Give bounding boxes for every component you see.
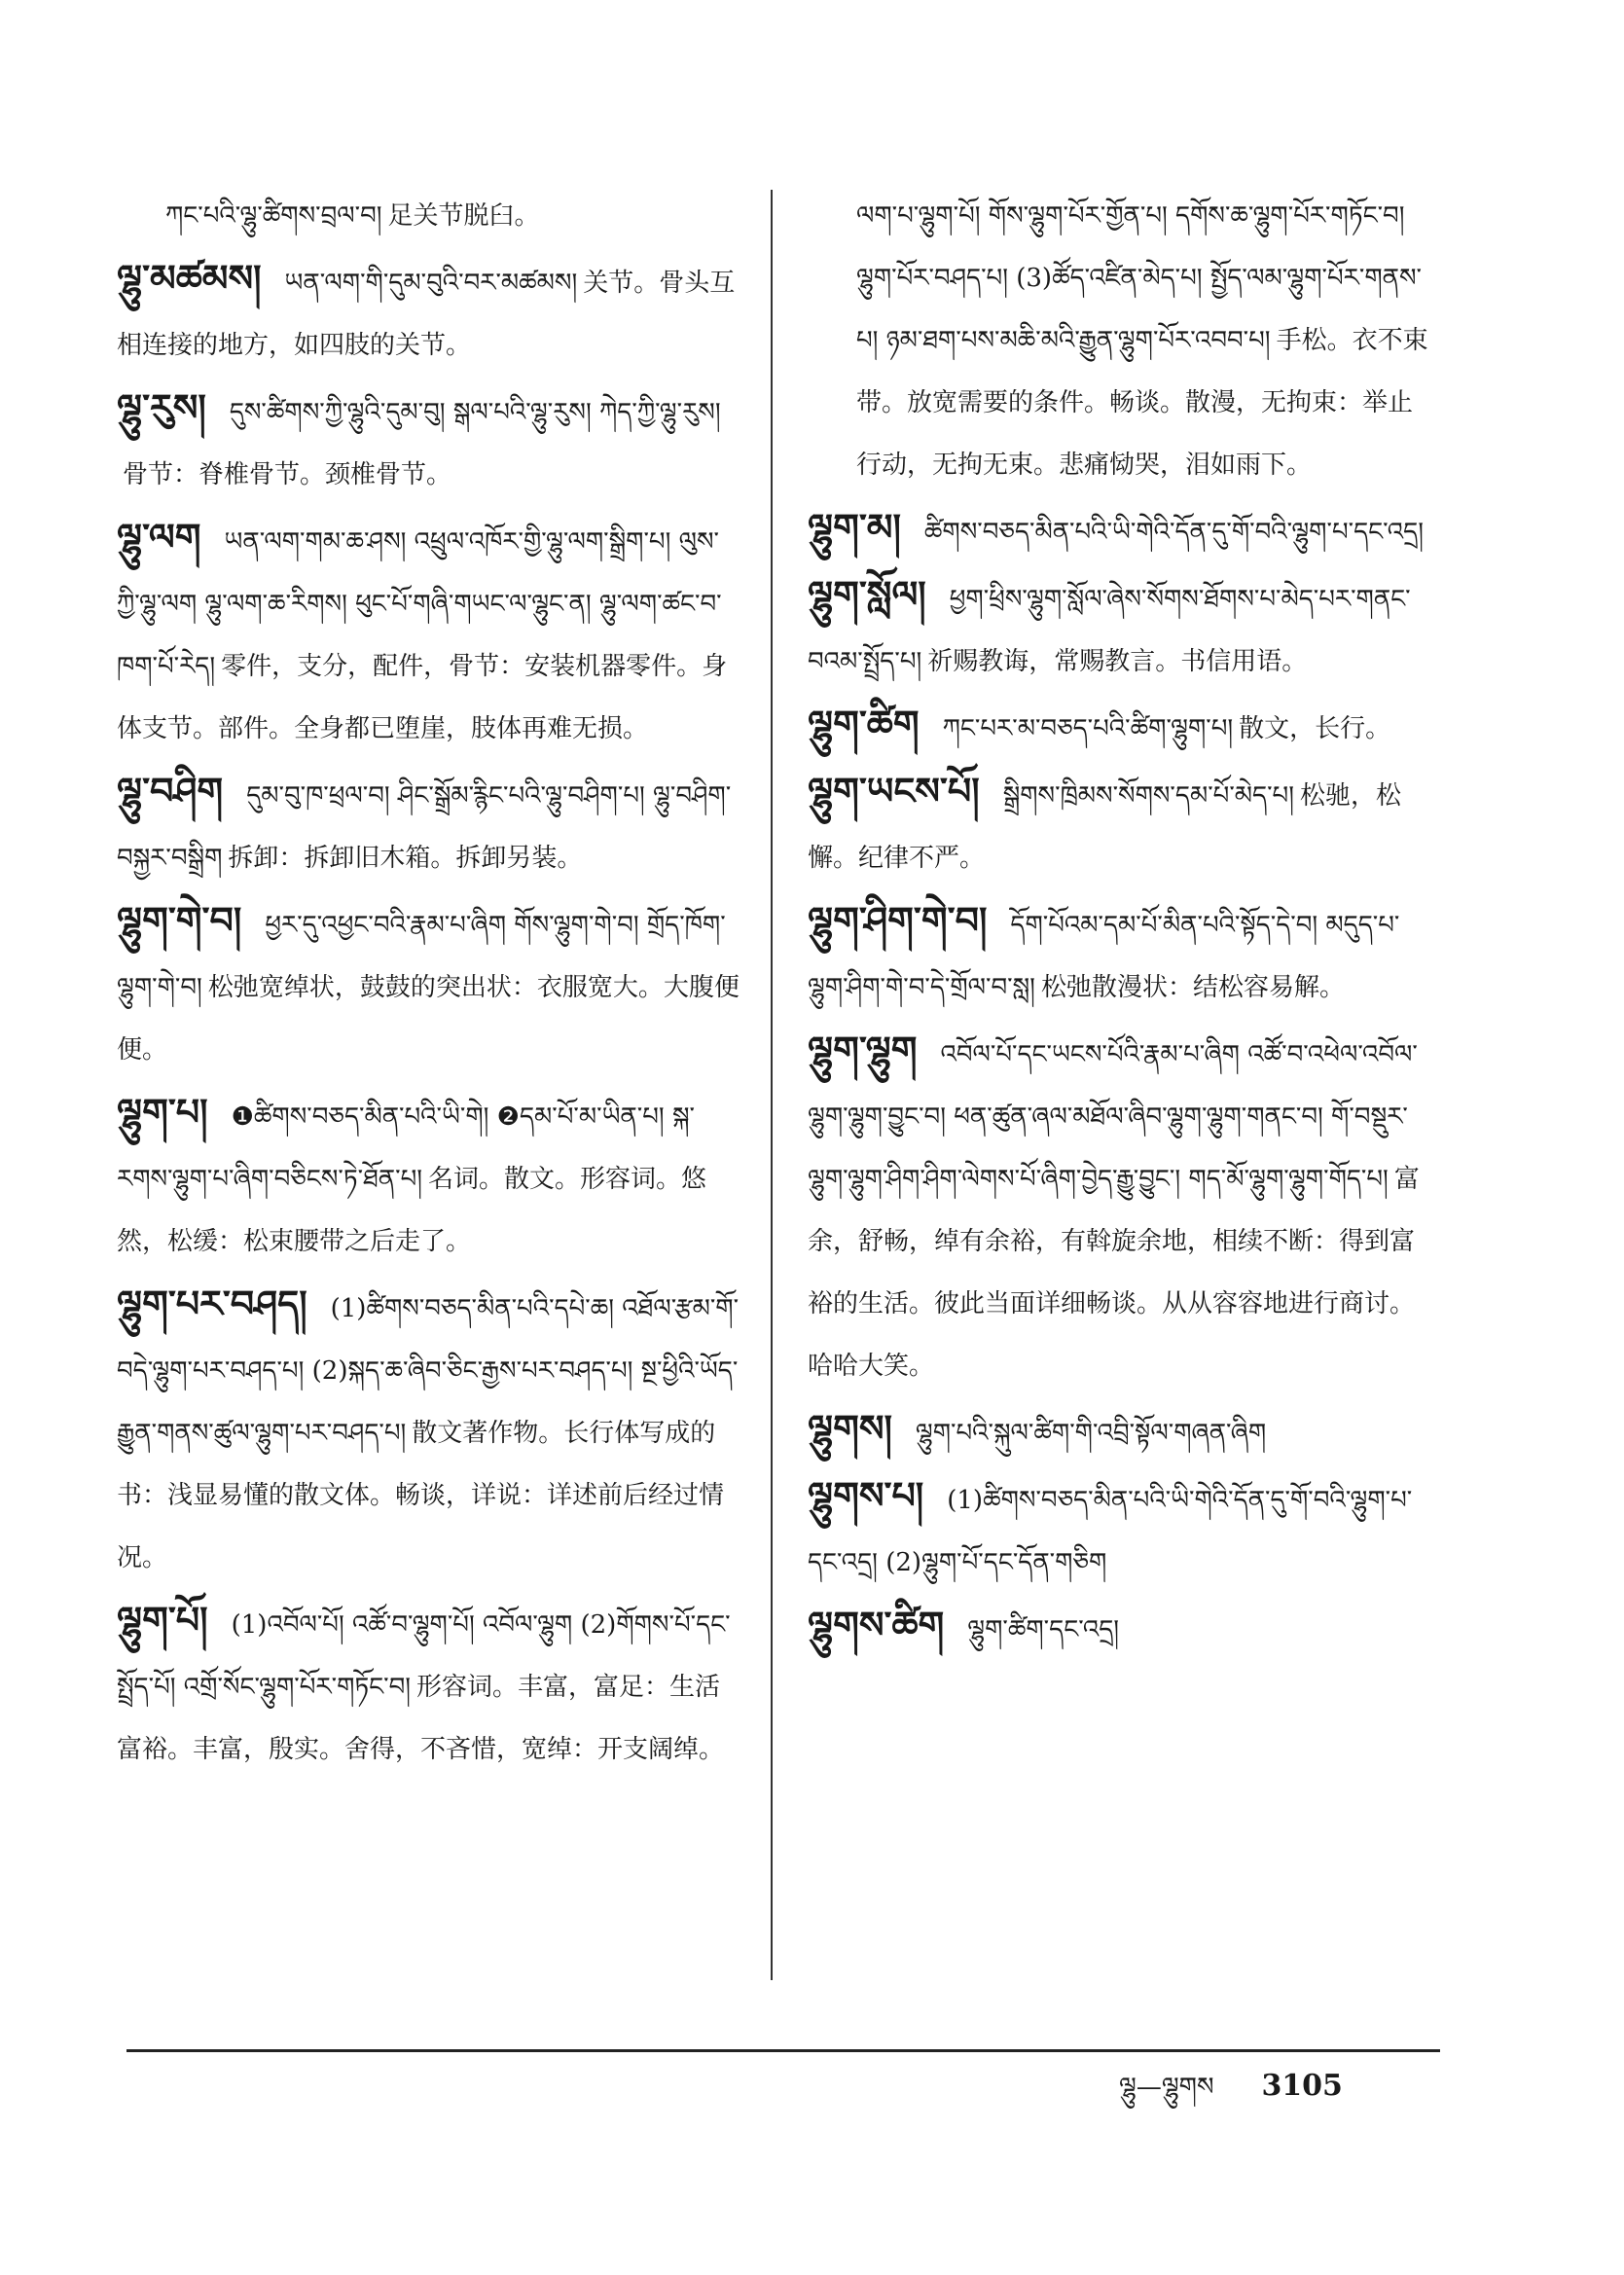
right-column: [808, 185, 1430, 1661]
dictionary-entry: [808, 1019, 1430, 1397]
dictionary-entry: [808, 185, 1430, 496]
dictionary-entry: [808, 760, 1430, 889]
entry-chinese-definition: 松弛宽绰状，鼓鼓的突出状：衣服宽大。大腹便便。: [117, 973, 740, 1065]
entry-chinese-definition: 松弛散漫状：结松容易解。: [1040, 973, 1345, 1002]
entry-tibetan-definition: ལག་པ་ལྷུག་པོ། གོས་ལྷུག་པོར་གྱོན་པ། དགོས་ཆ་ལྷུག་པོར་གཏོང་བ། ལྷུག་པོར་བཤད་པ། (3)ཚོད་འཛིན་མེད་པ། སྤྱོད་ལམ་ལྷུག་པོར་གནས་པ། ཉམ་ཐག་པས་མཆི་མའི་རྒྱུན་ལྷུག་པོར་འབབ་པ།: [856, 201, 1422, 355]
page-footer: [1119, 2059, 1343, 2130]
dictionary-entry: [117, 247, 740, 377]
entry-chinese-definition: 名词。散文。形容词。悠然，松缓：松束腰带之后走了。: [117, 1165, 707, 1256]
dictionary-entry: [117, 1081, 740, 1273]
entry-tibetan-definition: ❶ཚིགས་བཅད་མིན་པའི་ཡི་གེ། ❷དམ་པོ་མ་ཡིན་པ། སྐ་རགས་ལྷུག་པ་ཞིག་བཅིངས་ཏེ་ཐོན་པ།: [117, 1102, 695, 1194]
left-column: [117, 185, 740, 1781]
entry-headword: ལྷུག་པ།: [117, 1090, 208, 1134]
dictionary-entry: [117, 760, 740, 889]
entry-headword: ལྷུག་པོ།: [117, 1598, 208, 1642]
entry-tibetan-definition: ཡན་ལག་གི་དུམ་བུའི་བར་མཚམས།: [284, 269, 578, 298]
entry-headword: ལྷུ་མཚམས།: [117, 256, 262, 300]
entry-tibetan-definition: དོག་པོའམ་དམ་པོ་མིན་པའི་སྟོད་དེ་བ། མདུད་པ་ལྷུག་ཤིག་གེ་བ་དེ་གྲོལ་བ་སླ།: [808, 911, 1400, 1002]
entry-tibetan-definition: ཕྱར་དུ་འཕྱང་བའི་རྣམ་པ་ཞིག གོས་ལྷུག་གེ་བ། གྲོད་ཁོག་ལྷུག་གེ་བ།: [117, 911, 726, 1002]
entry-chinese-definition: 关节。骨头互相连接的地方，如四肢的关节。: [117, 269, 736, 360]
entry-tibetan-definition: ཀང་པར་མ་བཅད་པའི་ཚིག་ལྷུག་པ།: [942, 714, 1234, 743]
dictionary-entry: [808, 889, 1430, 1019]
dictionary-entry: [808, 496, 1430, 563]
dictionary-entry: [117, 1273, 740, 1589]
entry-chinese-definition: 手松。衣不束带。放宽需要的条件。畅谈。散漫，无拘束：举止行动，无拘无束。悲痛恸哭，泪如雨下。: [856, 326, 1428, 480]
entry-headword: ལྷུག་གེ་བ།: [117, 898, 242, 942]
entry-chinese-definition: 祈赐教诲，常赐教言。书信用语。: [927, 647, 1308, 676]
dictionary-entry: [808, 1464, 1430, 1594]
entry-headword: ལྷུག་ཤིག་གེ་བ།: [808, 898, 988, 942]
entry-chinese-definition: 松驰，松懈。纪律不严。: [808, 781, 1402, 873]
page-range: ལྷུ—ལྷུགས: [1119, 2073, 1214, 2102]
entry-chinese-definition: 骨节：脊椎骨节。颈椎骨节。: [123, 460, 452, 489]
entry-tibetan-definition: ཀང་པའི་ལྷུ་ཚིགས་བྲལ་བ།: [165, 201, 382, 231]
entry-tibetan-definition: ཕྱག་ཕྲིས་ལྷུག་སློལ་ཞེས་སོགས་ཐོགས་པ་མེད་པར་གནང་བའམ་སྤྲོད་པ།: [808, 585, 1411, 676]
entry-headword: ལྷུག་སློལ།: [808, 572, 926, 616]
entry-tibetan-definition: དུམ་བུ་ཁ་ཕྲལ་བ། ཤིང་སྒྲོམ་རྙིང་པའི་ལྷུ་བཤིག་པ། ལྷུ་བཤིག་བསྐྱར་བསྒྲིག: [117, 781, 732, 873]
entry-tibetan-definition: ཚིགས་བཅད་མིན་པའི་ཡི་གེའི་དོན་དུ་གོ་བའི་ལྷུག་པ་དང་འདྲ།: [923, 518, 1425, 547]
dictionary-entry: [117, 185, 740, 247]
dictionary-entry: [808, 563, 1430, 693]
entry-headword: ལྷུགས།: [808, 1406, 892, 1450]
entry-chinese-definition: 形容词。丰富，富足：生活富裕。丰富，殷实。舍得，不吝惜，宽绰：开支阔绰。: [117, 1673, 725, 1764]
entry-tibetan-definition: ལྷུག་པའི་སྐུལ་ཚིག་གི་འབྲི་སྟོལ་གཞན་ཞིག: [915, 1419, 1267, 1448]
entry-tibetan-definition: (1)ཚིགས་བཅད་མིན་པའི་དཔེ་ཆ། འཐོལ་རྩམ་གོ་བདེ་ལྷུག་པར་བཤད་པ། (2)སྐད་ཆ་ཞིབ་ཅིང་རྒྱས་པར་བཤད་པ། སྔ་ཕྱིའི་ཡོད་རྒྱུན་གནས་ཚུལ་ལྷུག་པར་བཤད་པ།: [117, 1294, 740, 1448]
entry-tibetan-definition: (1)ཚིགས་བཅད་མིན་པའི་ཡི་གེའི་དོན་དུ་གོ་བའི་ལྷུག་པ་དང་འདྲ། (2)ལྷུག་པོ་དང་དོན་གཅིག: [808, 1486, 1413, 1577]
entry-headword: ལྷུ་བཤིག: [117, 769, 224, 812]
entry-headword: ལྷུག་པར་བཤད།: [117, 1282, 307, 1325]
entry-chinese-definition: 富余，舒畅，绰有余裕，有斡旋余地，相续不断：得到富裕的生活。彼此当面详细畅谈。从从容容地进行商讨。哈哈大笑。: [808, 1165, 1420, 1381]
entry-tibetan-definition: དུས་ཚིགས་ཀྱི་ལྷུའི་དུམ་བུ། སྒལ་པའི་ལྷུ་རུས། ཀེད་ཀྱི་ལྷུ་རུས།: [229, 398, 721, 427]
entry-headword: ལྷུག་ལྷུག: [808, 1028, 918, 1071]
entry-tibetan-definition: (1)འབོལ་པོ། འཚོ་བ་ལྷུག་པོ། འབོལ་ལྷུག (2)གོགས་པོ་དང་སྤྲོད་པོ། འགྲོ་སོང་ལྷུག་པོར་གཏོང་བ།: [117, 1610, 731, 1702]
footer-rule: [126, 2049, 1440, 2052]
dictionary-entry: [808, 1397, 1430, 1464]
entry-headword: ལྷུག་ཡངས་པོ།: [808, 769, 980, 812]
entry-chinese-definition: 散文，长行。: [1239, 714, 1391, 743]
entry-tibetan-definition: སྒྲིགས་ཁྲིམས་སོགས་དམ་པོ་མེད་པ།: [1002, 781, 1294, 811]
entry-chinese-definition: 散文著作物。长行体写成的书：浅显易懂的散文体。畅谈，详说：详述前后经过情况。: [117, 1419, 725, 1572]
dictionary-entry: [117, 889, 740, 1081]
entry-chinese-definition: 零件，支分，配件，骨节：安装机器零件。身体支节。部件。全身都已堕崖，肢体再难无损。: [117, 652, 728, 743]
entry-headword: ལྷུག་ཚིག: [808, 702, 920, 745]
entry-chinese-definition: 拆卸：拆卸旧木箱。拆卸另装。: [228, 844, 583, 873]
entry-headword: ལྷུགས་ཚིག: [808, 1603, 945, 1646]
dictionary-entry: [808, 693, 1430, 760]
entry-chinese-definition: 足关节脱臼。: [387, 201, 540, 231]
dictionary-entry: [808, 1594, 1430, 1661]
entry-tibetan-definition: འབོལ་པོ་དང་ཡངས་པོའི་རྣམ་པ་ཞིག འཚོ་བ་འཕེལ་འབོལ་ལྷུག་ལྷུག་བྱུང་བ། ཕན་ཚུན་ཞལ་མཐོལ་ཞིབ་ལྷུག་ལྷུག་གནང་བ། གོ་བསྡུར་ལྷུག་ལྷུག་ཤིག་ཤིག་ལེགས་པོ་ཞིག་བྱེད་རྒྱུ་བྱུང་། གད་མོ་ལྷུག་ལྷུག་གོད་པ།: [808, 1040, 1418, 1194]
entry-tibetan-definition: ཡན་ལག་གམ་ཆ་ཤས། འཕྲུལ་འཁོར་གྱི་ལྷུ་ལག་སྒྲིག་པ། ལུས་ཀྱི་ལྷུ་ལག ལྷུ་ལག་ཆ་རིགས། ཕུང་པོ་གཞི་གཡང་ལ་ལྷུང་ན། ལྷུ་ལག་ཚང་བ་ཁག་པོ་རེད།: [117, 527, 722, 681]
page-number: 3105: [1261, 2069, 1343, 2103]
dictionary-entry: [117, 377, 740, 506]
entry-headword: ལྷུ་རུས།: [117, 385, 206, 429]
entry-tibetan-definition: ལྷུག་ཚིག་དང་འདྲ།: [967, 1615, 1120, 1644]
entry-headword: ལྷུགས་པ།: [808, 1473, 924, 1517]
entry-headword: ལྷུག་མ།: [808, 505, 901, 549]
column-divider: [771, 190, 773, 1980]
dictionary-entry: [117, 1589, 740, 1781]
dictionary-entry: [117, 506, 740, 760]
entry-headword: ལྷུ་ལག: [117, 515, 201, 559]
